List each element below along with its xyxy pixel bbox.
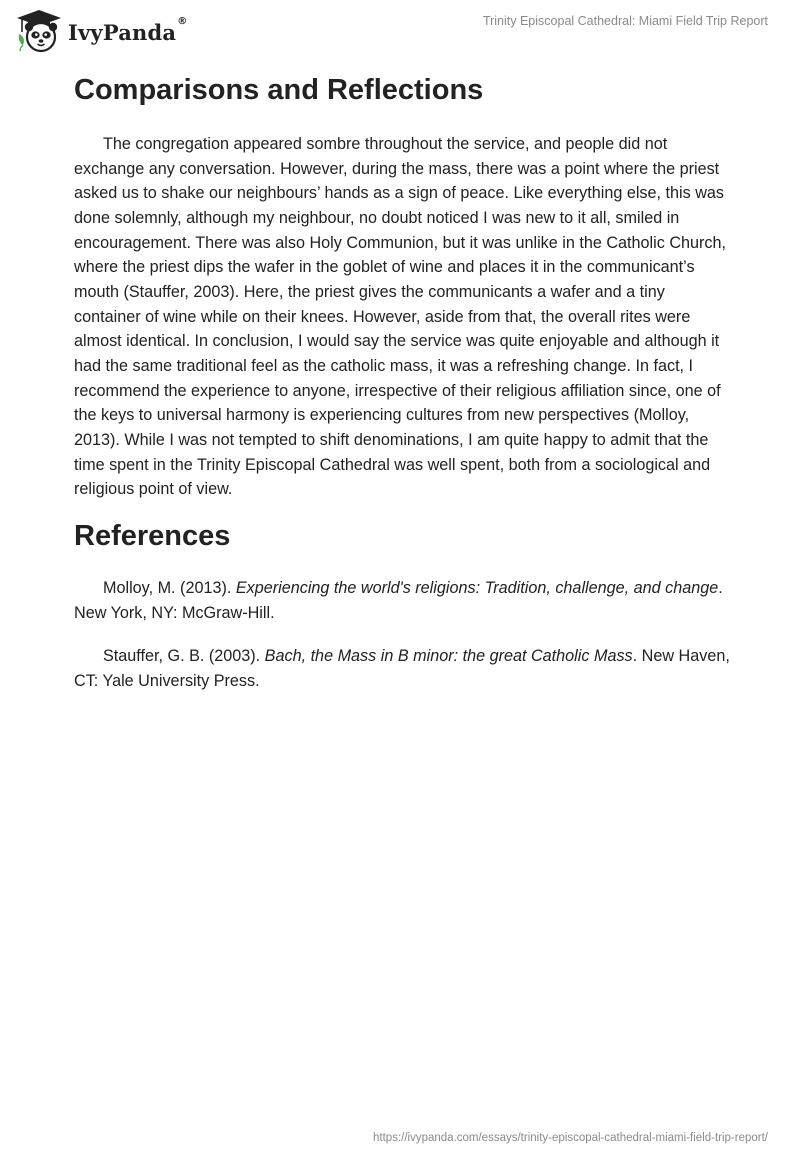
brand-name: IvyPanda® — [68, 15, 188, 45]
brand-logo[interactable] — [14, 8, 187, 54]
section-references — [74, 518, 734, 694]
registered-mark: ® — [177, 15, 188, 27]
reference-title: Bach, the Mass in B minor: the great Catholic Mass — [264, 646, 633, 665]
reference-item: Stauffer, G. B. (2003). Bach, the Mass in B minor: the great Catholic Mass. New Haven, CT: Yale University Press. — [74, 646, 730, 690]
panda-graduation-cap-icon — [14, 8, 64, 54]
section-heading-references: References — [74, 519, 231, 552]
page-header — [0, 0, 800, 60]
source-url-link[interactable]: https://ivypanda.com/essays/trinity-episcopal-cathedral-miami-field-trip-report/ — [373, 1132, 768, 1144]
reference-item: Molloy, M. (2013). Experiencing the world's religions: Tradition, challenge, and change. New York, NY: McGraw-Hill. — [74, 578, 723, 622]
document-body — [74, 72, 734, 712]
body-paragraph: The congregation appeared sombre throughout the service, and people did not exchange any conversation. However, during the mass, there was a point where the priest asked us to shake our neighbours’ hands as a sign of peace. Like everything else, this was done solemnly, although my neighbour, no doubt noticed I was new to it all, smiled in encouragement. There was also Holy Communion, but it was unlike in the Catholic Church, where the priest dips the wafer in the goblet of wine and places it in the communicant’s mouth (Stauffer, 2003). Here, the priest gives the communicants a wafer and a tiny container of wine while on their knees. However, aside from that, the overall rites were almost identical. In conclusion, I would say the service was quite enjoyable and although it had the same traditional feel as the catholic mass, it was a refreshing change. In fact, I recommend the experience to anyone, irrespective of their religious affiliation since, one of the keys to universal harmony is experiencing cultures from new perspectives (Molloy, 2013). While I was not tempted to shift denominations, I am quite happy to admit that the time spent in the Trinity Episcopal Cathedral was well spent, both from a sociological and religious point of view. — [74, 135, 727, 499]
reference-title: Experiencing the world's religions: Tradition, challenge, and change — [235, 578, 719, 597]
section-comparisons — [74, 72, 734, 502]
document-running-title: Trinity Episcopal Cathedral: Miami Field Trip Report — [482, 14, 768, 28]
section-heading-comparisons: Comparisons and Reflections — [74, 74, 484, 106]
